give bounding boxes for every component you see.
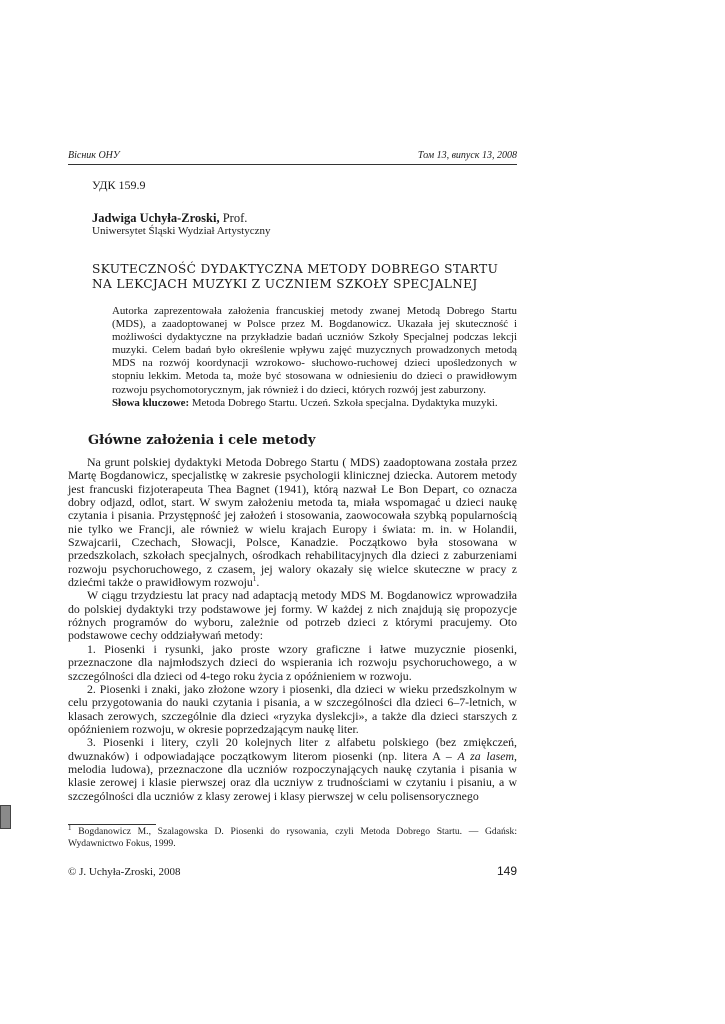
paragraph: 1. Piosenki i rysunki, jako proste wzory graficzne i łatwe muzycznie piosenki, przeznaczone dla najmłodszych dzieci do wspierania ich rozwoju psychoruchowego, a w szczególności dla dzieci od 4-tego roku życia z opóźnieniem w rozwoju. bbox=[68, 641, 517, 683]
volume-info: Том 13, випуск 13, 2008 bbox=[417, 150, 517, 161]
udk-code: УДК 159.9 bbox=[92, 178, 146, 192]
footnote-ref: 1 bbox=[252, 575, 257, 584]
scan-edge-marker bbox=[0, 805, 11, 829]
song-title: A za lasem bbox=[457, 748, 515, 763]
paragraph-5-end: , melodia ludowa), przeznaczone dla uczniów rozpoczynających naukę czytania i pisania w klasie zerowej i klasie pierwszej oraz dla uczniyw z trudnościami w czytaniu i pisaniu, a w szczególności dla uczniów z klasy zerowej i klasy pierwszej w celu polisensorycznego bbox=[68, 748, 518, 803]
abstract-text: Autorka zaprezentowała założenia francuskiej metody zwanej Metodą Dobrego Startu (MDS), a zaadoptowanej w Polsce przez M. Bogdanowicz. Ukazała jej skuteczność i możliwości dydaktyczne na przykładzie badań uczniów Szkoły Specjalnej podczas lekcji muzyki. Celem badań było określenie wpływu zajęć muzycznych prowadzonych metodą MDS na rozwój koordynacji wzrokowo- słuchowo-ruchowej dzieci upośledzonych w stopniu lekkim. Metoda ta, może być stosowana w odniesieniu do dzieci o prawidłowym rozwoju psychomotorycznym, jak również i do dzieci, których rozwój jest zaburzony. bbox=[112, 305, 517, 396]
keywords-list: Metoda Dobrego Startu. Uczeń. Szkoła specjalna. Dydaktyka muzyki. bbox=[191, 396, 498, 409]
footnote-rule bbox=[68, 824, 156, 825]
keywords bbox=[112, 397, 517, 410]
author-title: Prof. bbox=[222, 211, 248, 225]
paragraph: W ciągu trzydziestu lat pracy nad adaptacją metody MDS M. Bogdanowicz wprowadziła do polskiej dydaktyki trzy podstawowe jej formy. W każdej z nich znajdują się propozycje różnych programów do wyboru, zależnie od potrzeb dzieci z którymi pracujemy. Oto podstawowe cechy oddziaływań metody: bbox=[68, 588, 517, 643]
paragraph: 2. Piosenki i znaki, jako złożone wzory i piosenki, dla dzieci w wieku przedszkolnym w celu przygotowania do nauki czytania i pisania, a w szczególności dla dzieci 6–7-letnich, w klasach zerowych, szczególnie dla dzieci «ryzyka dyslekcji», a także dla dzieci starszych z opóźnieniem rozwoju, w okresie poprzedzającym naukę liter. bbox=[68, 681, 517, 736]
author-name: Jadwiga Uchyła-Zroski, bbox=[92, 211, 220, 225]
keywords-label: Słowa kluczowe: bbox=[112, 396, 190, 409]
author-line bbox=[92, 211, 247, 226]
paragraph-1-text: Na grunt polskiej dydaktyki Metoda Dobrego Startu ( MDS) zaadoptowana została przez Martę Bogdanowicz, specjalistkę w zakresie psychologii klinicznej dziecka. Autorem metody jest francuski fizjoterapeuta Thea Bagnet (1941), którą nazwał Le Bon Depart, co oznacza dobry odjazd, odlot, start. W swym założeniu metoda ta, miała wspomagać u dzieci naukę czytania i pisania. Przystępność jej założeń i stosowania, zaowocowała szybką popularnością nie tylko we Francji, ale również w wielu krajach Europy i świata: m. in. w Holandii, Szwajcarii, Czechach, Słowacji, Polsce, Kanadzie. Początkowo była stosowana w przedszkolach, szkołach specjalnych, ośrodkach rehabilitacyjnych dla dzieci z zaburzeniami rozwoju psychoruchowego, z czasem, jej walory okazały się wielce skuteczne w pracy z dziećmi także o prawidłowym rozwoju bbox=[68, 455, 517, 590]
footnote bbox=[68, 823, 517, 849]
author-affiliation: Uniwersytet Śląski Wydział Artystyczny bbox=[92, 225, 271, 237]
journal-name: Вісник ОНУ bbox=[68, 150, 120, 161]
paragraph bbox=[68, 736, 517, 803]
article-title: SKUTECZNOŚĆ DYDAKTYCZNA METODY DOBREGO STARTU NA LEKCJACH MUZYKI Z UCZNIEM SZKOŁY SPECJALNEJ bbox=[92, 262, 499, 291]
abstract bbox=[112, 305, 517, 410]
page-number: 149 bbox=[497, 864, 518, 878]
section-heading: Główne założenia i cele metody bbox=[88, 433, 316, 448]
body-text bbox=[68, 456, 517, 803]
footnote-number: 1 bbox=[68, 823, 72, 832]
paragraph-5-start: 3. Piosenki i litery, czyli 20 kolejnych liter z alfabetu polskiego (bez zmiękczeń, dwuznaków) i odpowiadające początkowym literom piosenki (np. litera A – bbox=[68, 735, 517, 763]
header-rule bbox=[68, 164, 517, 165]
copyright-notice: © J. Uchyła-Zroski, 2008 bbox=[68, 866, 181, 878]
running-header bbox=[68, 150, 517, 161]
footnote-text: Bogdanowicz M., Szalagowska D. Piosenki do rysowania, czyli Metoda Dobrego Startu. — Gdańsk: Wydawnictwo Fokus, 1999. bbox=[68, 826, 517, 849]
paragraph: Na grunt polskiej dydaktyki Metoda Dobrego Startu ( MDS) zaadoptowana została przez Martę Bogdanowicz, specjalistkę w zakresie psychologii klinicznej dziecka. Autorem metody jest francuski fizjoterapeuta Thea Bagnet (1941), którą nazwał Le Bon Depart, co oznacza dobry odjazd, odlot, start. W swym założeniu metoda ta, miała wspomagać u dzieci naukę czytania i pisania. Przystępność jej założeń i stosowania, zaowocowała szybką popularnością nie tylko we Francji, ale również w wielu krajach Europy i świata: m. in. w Holandii, Szwajcarii, Czechach, Słowacji, Polsce, Kanadzie. Początkowo była stosowana w przedszkolach, szkołach specjalnych, ośrodkach rehabilitacyjnych dla dzieci z zaburzeniami rozwoju psychoruchowego, z czasem, jej walory okazały się wielce skuteczne w pracy z dziećmi także o prawidłowym rozwoju$^1$. bbox=[68, 455, 517, 590]
